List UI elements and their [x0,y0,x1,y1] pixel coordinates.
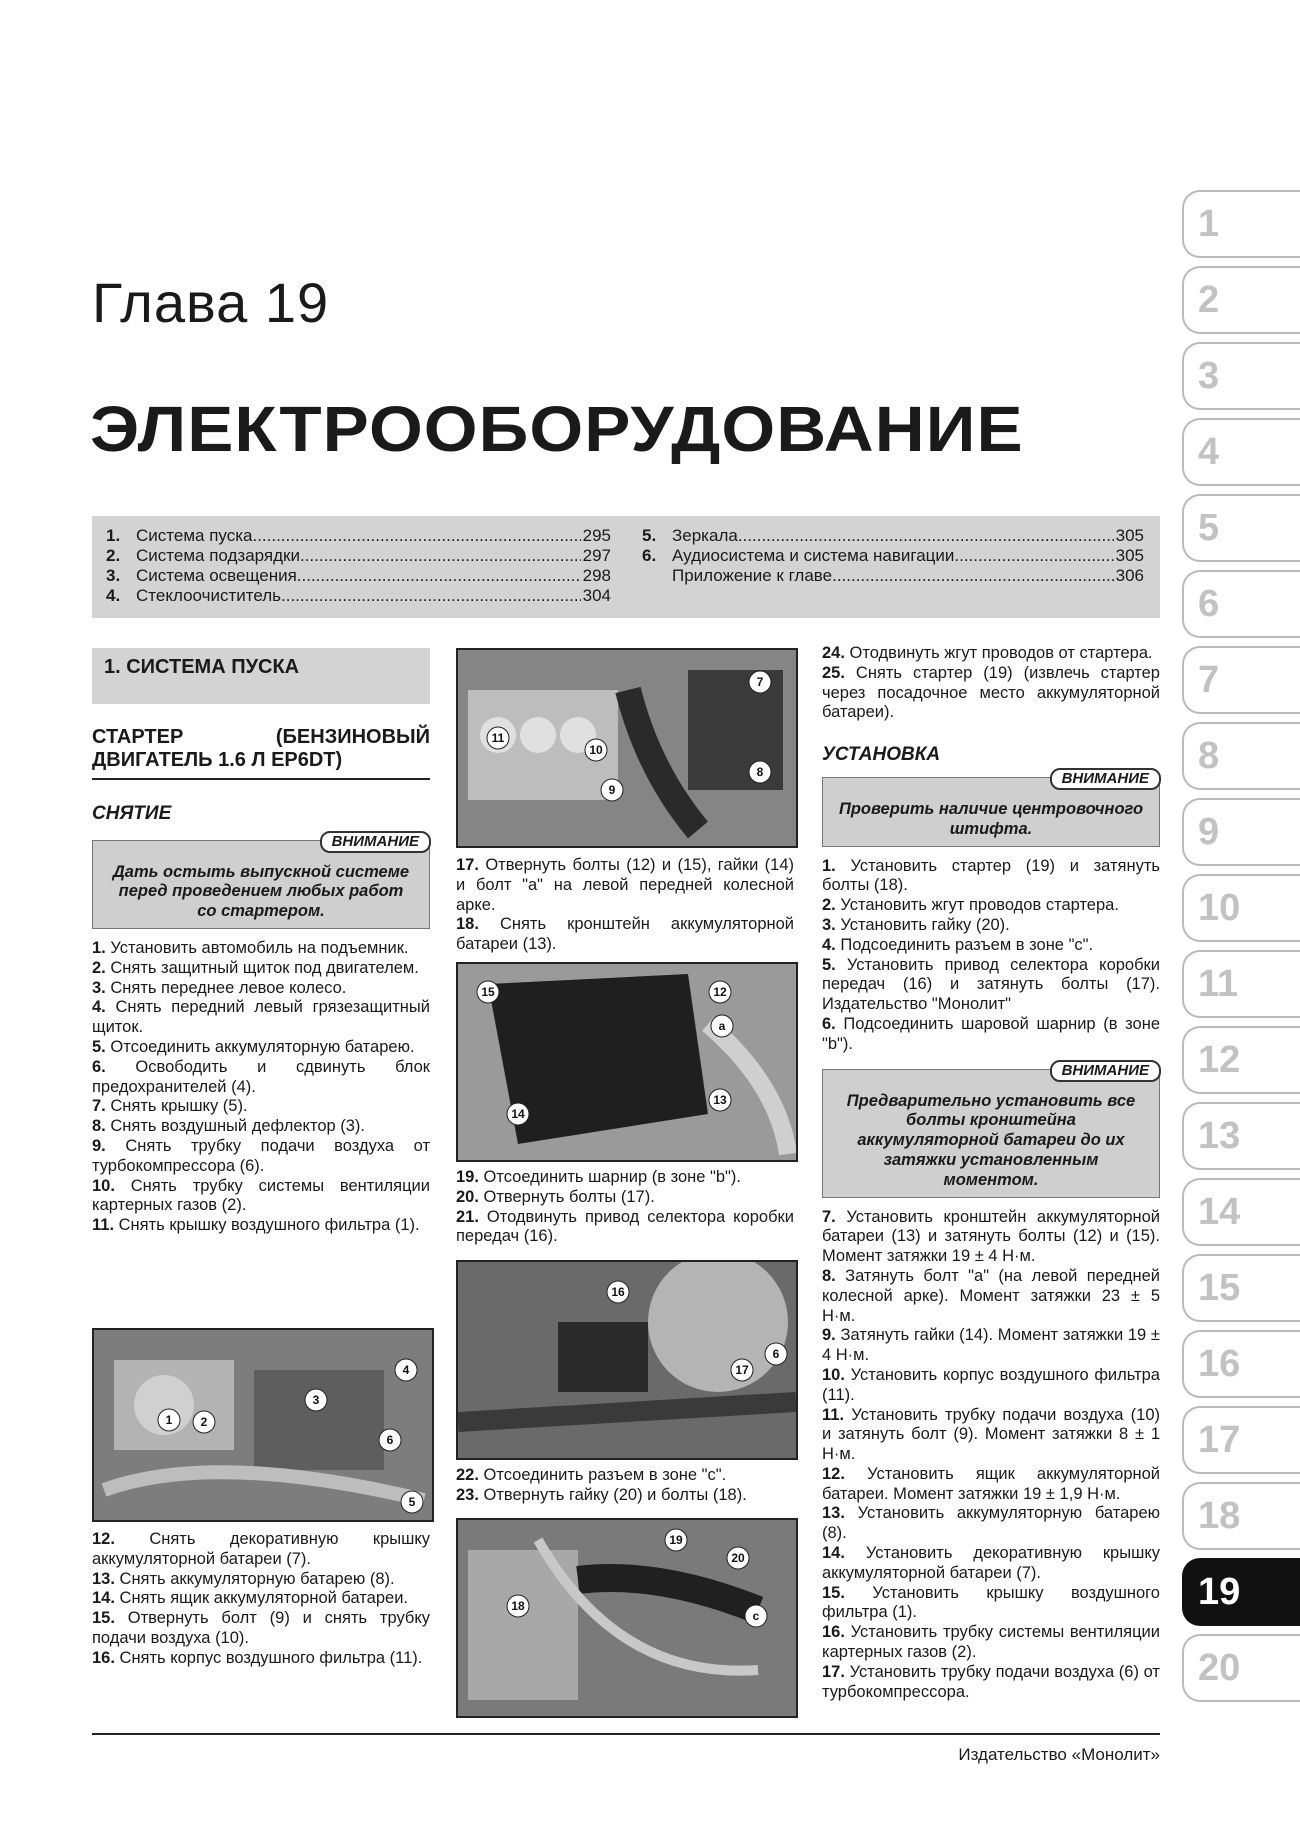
toc-num: 6. [642,546,657,565]
engine-photo-air-filter [92,1328,434,1522]
steps-list [92,939,430,1236]
column-2-block-c [456,1466,794,1506]
callout: 14 [511,1107,525,1121]
installation-heading: УСТАНОВКА [822,744,941,766]
chapter-tab-11[interactable]: 11 [1182,950,1300,1018]
toc-leader [252,526,580,546]
column-3 [822,644,1160,1702]
step: 21. Отодвинуть привод селектора коробки передач (16). [456,1207,794,1246]
publisher-footer: Издательство «Монолит» [958,1745,1160,1764]
step: 7. Установить кронштейн аккумуляторной батареи (13) и затянуть болты (12) и (15). Момент затяжки 19 ± 4 Н·м. [822,1207,1160,1266]
chapter-tab-15[interactable]: 15 [1182,1254,1300,1322]
toc-entry[interactable] [642,546,1144,566]
chapter-tab-14[interactable]: 14 [1182,1178,1300,1246]
step: 12. Снять декоративную крышку аккумуляторной батареи (7). [92,1530,430,1568]
removal-heading: СНЯТИЕ [92,802,172,824]
chapter-tab-17[interactable]: 17 [1182,1406,1300,1474]
step: 8. Затянуть болт "а" (на левой передней колесной арке). Момент затяжки 23 ± 5 Н·м. [822,1266,1160,1325]
engine-photo-starter-top [456,648,798,848]
step: 12. Установить ящик аккумуляторной батареи. Момент затяжки 19 ± 1,9 Н·м. [822,1464,1160,1503]
chapter-label: Глава 19 [92,271,330,334]
chapter-tab-1[interactable]: 1 [1182,190,1300,258]
callout: 3 [312,1393,320,1407]
callout: 17 [735,1363,749,1377]
step: 13. Установить аккумуляторную батарею (8). [822,1504,1160,1543]
warning-text: Проверить наличие центровочного штифта. [838,799,1144,838]
step: 17. Отвернуть болты (12) и (15), гайки (14) и болт "а" на левой передней колесной арке. [456,856,794,914]
step: 13. Снять аккумуляторную батарею (8). [92,1569,395,1588]
warning-box [92,832,430,929]
callout: c [752,1609,760,1623]
step: 25. Снять стартер (19) (извлечь стартер через посадочное место аккумуляторной батареи). [822,663,1160,722]
chapter-tab-9[interactable]: 9 [1182,798,1300,866]
toc-num [642,566,672,586]
callout: 13 [713,1093,727,1107]
toc-page: 305 [1115,546,1144,565]
callout: 7 [756,675,764,689]
step: 3. Снять переднее левое колесо. [92,978,347,997]
chapter-tab-8[interactable]: 8 [1182,722,1300,790]
toc-leader [281,586,581,606]
step: 4. Подсоединить разъем в зоне "с". [822,935,1094,954]
toc-leader [300,546,581,566]
warning-tag: ВНИМАНИЕ [320,831,431,853]
toc-leader [297,566,581,586]
step: 11. Снять крышку воздушного фильтра (1). [92,1216,420,1235]
toc-page: 297 [582,546,611,565]
step: 3. Установить гайку (20). [822,915,1010,934]
chapter-tab-13[interactable]: 13 [1182,1102,1300,1170]
callout: 10 [589,743,603,757]
toc-page: 295 [582,526,611,545]
table-of-contents [92,516,1160,618]
toc-page: 304 [582,586,611,605]
toc-num: 1. [106,526,121,545]
chapter-tab-10[interactable]: 10 [1182,874,1300,942]
toc-left-column [106,526,611,606]
step: 15. Отвернуть болт (9) и снять трубку подачи воздуха (10). [92,1609,430,1647]
step: 11. Установить трубку подачи воздуха (10) и затянуть болт (9). Момент затяжки 8 ± 1 Н·м. [822,1405,1161,1464]
step: 1. Установить стартер (19) и затянуть болты (18). [822,856,1160,895]
toc-leader [954,546,1113,566]
toc-text: Аудиосистема и система навигации [672,546,955,565]
step: 16. Установить трубку системы вентиляции картерных газов (2). [822,1623,1160,1662]
chapter-tab-7[interactable]: 7 [1182,646,1300,714]
callout: 8 [756,765,764,779]
step: 24. Отодвинуть жгут проводов от стартера. [822,644,1153,662]
column-1 [92,648,430,1236]
step: 9. Снять трубку подачи воздуха от турбокомпрессора (6). [92,1136,430,1175]
toc-page: 298 [582,566,611,585]
chapter-tab-5[interactable]: 5 [1182,494,1300,562]
section-heading: 1. СИСТЕМА ПУСКА [92,648,430,704]
toc-num: 5. [642,526,657,545]
step: 15. Установить крышку воздушного фильтра (1). [822,1583,1160,1622]
subsection-heading: СТАРТЕР (БЕНЗИНОВЫЙ ДВИГАТЕЛЬ 1.6 Л EP6DT) [92,726,430,780]
toc-entry[interactable] [642,526,1144,546]
step: 8. Снять воздушный дефлектор (3). [92,1117,366,1136]
callout: 6 [386,1433,394,1447]
callout: 20 [731,1551,745,1565]
step: 4. Снять передний левый грязезащитный щиток. [92,998,430,1037]
warning-box [822,1061,1160,1198]
chapter-tab-4[interactable]: 4 [1182,418,1300,486]
callout: 12 [713,985,727,999]
warning-box [822,769,1160,847]
step: 17. Установить трубку подачи воздуха (6) от турбокомпрессора. [822,1662,1160,1701]
footer-divider [92,1733,1160,1735]
callout: 19 [669,1533,683,1547]
toc-text: Зеркала [672,526,738,545]
warning-tag: ВНИМАНИЕ [1050,768,1161,790]
callout: 11 [491,731,505,745]
chapter-tab-19-active[interactable]: 19 [1182,1558,1300,1626]
toc-text: Система освещения [136,566,297,585]
step: 6. Освободить и сдвинуть блок предохранителей (4). [92,1057,430,1096]
chapter-title: ЭЛЕКТРООБОРУДОВАНИЕ [90,393,1024,465]
toc-entry[interactable] [642,566,1144,586]
step: 2. Установить жгут проводов стартера. [822,896,1119,915]
step: 14. Снять ящик аккумуляторной батареи. [92,1589,409,1608]
chapter-tab-12[interactable]: 12 [1182,1026,1300,1094]
toc-num: 3. [106,566,121,585]
chapter-tab-3[interactable]: 3 [1182,342,1300,410]
callout: 1 [165,1413,173,1427]
chapter-tab-6[interactable]: 6 [1182,570,1300,638]
callout: 5 [408,1495,416,1509]
toc-text: Приложение к главе [672,566,833,585]
toc-text: Система подзарядки [136,546,300,565]
column-2-block-a [456,856,794,955]
step: 16. Снять корпус воздушного фильтра (11). [92,1648,423,1667]
warning-tag: ВНИМАНИЕ [1050,1060,1161,1082]
callout: 2 [200,1415,208,1429]
toc-entry[interactable] [106,566,611,586]
callout: 9 [608,783,616,797]
callout: 15 [481,985,495,999]
callout: 6 [772,1347,780,1361]
toc-entry[interactable] [106,586,611,606]
step: 10. Установить корпус воздушного фильтра (11). [822,1365,1160,1404]
engine-photo-starter-install [456,1518,798,1718]
step: 1. Установить автомобиль на подъемник. [92,938,409,957]
toc-leader [738,526,1114,546]
toc-entry[interactable] [106,526,611,546]
step: 23. Отвернуть гайку (20) и болты (18). [456,1485,747,1504]
engine-photo-gear-selector [456,1260,798,1460]
warning-text: Дать остыть выпускной системе перед проведением любых работ со стартером. [112,862,410,921]
chapter-tab-20[interactable]: 20 [1182,1634,1300,1702]
step: 14. Установить декоративную крышку аккумуляторной батареи (7). [822,1544,1160,1582]
callout: 16 [611,1285,625,1299]
toc-leader [832,566,1114,586]
toc-right-column [642,526,1144,586]
column-2-block-b [456,1168,794,1247]
toc-text: Стеклоочиститель [136,586,281,605]
warning-text: Предварительно установить все болты кронштейна аккумуляторной батареи до их затяжки установленным моментом. [846,1091,1136,1189]
step: 5. Отсоединить аккумуляторную батарею. [92,1037,415,1056]
callout: 4 [402,1363,410,1377]
toc-entry[interactable] [106,546,611,566]
step: 22. Отсоединить разъем в зоне "с". [456,1466,727,1484]
callout: a [718,1019,726,1033]
step: 7. Снять крышку (5). [92,1097,248,1116]
step: 19. Отсоединить шарнир (в зоне "b"). [456,1168,741,1186]
chapter-tab-16[interactable]: 16 [1182,1330,1300,1398]
toc-text: Система пуска [136,526,253,545]
toc-num: 2. [106,546,121,565]
callout: 18 [511,1599,525,1613]
step: 18. Снять кронштейн аккумуляторной батареи (13). [456,915,794,954]
step: 10. Снять трубку системы вентиляции картерных газов (2). [92,1176,430,1215]
step: 9. Затянуть гайки (14). Момент затяжки 19 ± 4 Н·м. [822,1326,1160,1365]
toc-page: 306 [1115,566,1144,585]
toc-num: 4. [106,586,121,605]
column-1-lower [92,1530,430,1669]
step: 2. Снять защитный щиток под двигателем. [92,958,419,977]
step: 5. Установить привод селектора коробки передач (16) и затянуть болты (17). Издательство "Монолит" [822,955,1160,1014]
step: 6. Подсоединить шаровой шарнир (в зоне "b"). [822,1014,1160,1053]
chapter-tab-2[interactable]: 2 [1182,266,1300,334]
chapter-tab-18[interactable]: 18 [1182,1482,1300,1550]
engine-photo-battery-bracket [456,962,798,1162]
toc-page: 305 [1115,526,1144,545]
step: 20. Отвернуть болты (17). [456,1187,655,1206]
